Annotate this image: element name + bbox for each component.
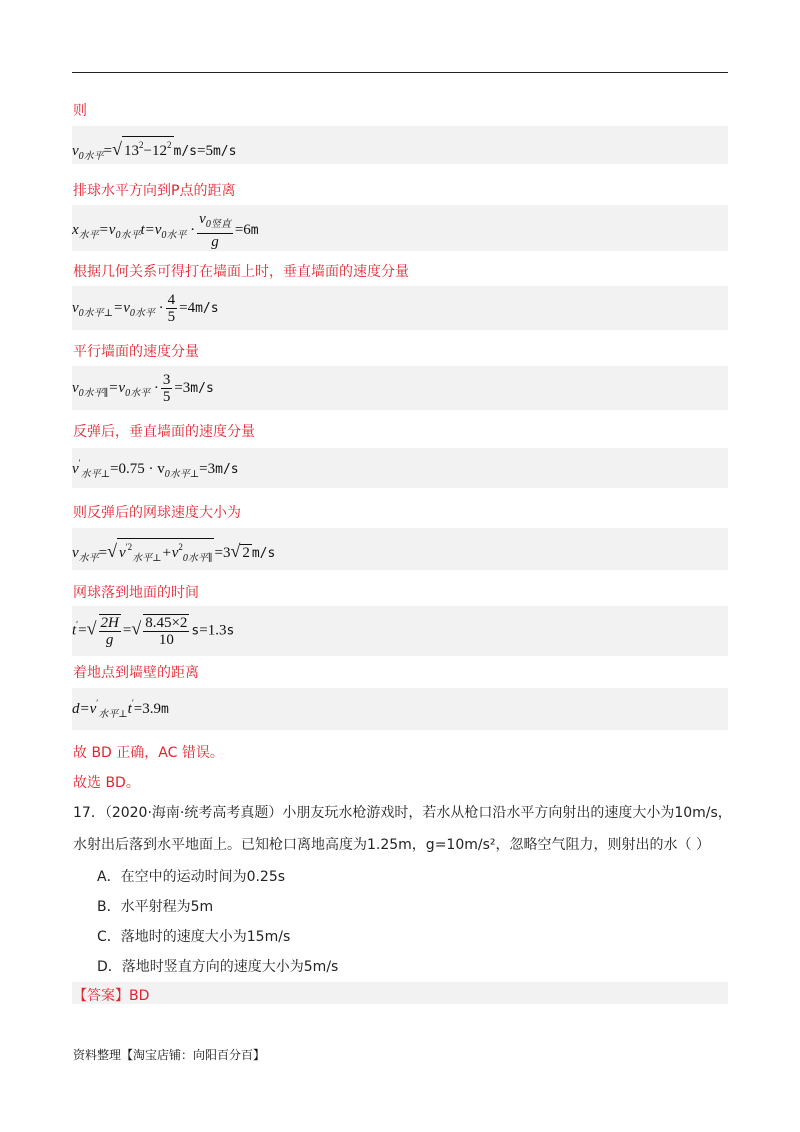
equation-box	[72, 366, 728, 410]
equation-7: t′=√ $\frac{2H}{g}$ =√ $\frac{8.45\times 2}{10}$ s=1.3s	[72, 615, 235, 648]
answer-box	[72, 982, 728, 1004]
equation-box	[72, 448, 728, 488]
step-label: 网球落到地面的时间	[73, 585, 199, 601]
step-label: 平行墙面的速度分量	[73, 344, 199, 360]
equation-6: $v_{水平}=√$ $v^{'2}_{水平\perp}+v^2_{0水平\parallel} =3√$ 2 m/s	[72, 538, 275, 567]
equation-box	[72, 688, 728, 730]
header-rule	[72, 72, 728, 73]
conclusion-line: 故 BD 正确，AC 错误。	[73, 745, 224, 761]
step-label: 反弹后，垂直墙面的速度分量	[73, 424, 255, 440]
equation-1: $v_{0水平}=√$ $13^2-12^2$ m/s=5m/s	[72, 136, 236, 162]
option-a: A．在空中的运动时间为0.25s	[97, 869, 286, 885]
step-label: 则反弹后的网球速度大小为	[73, 505, 241, 521]
equation-2: $x_{水平}=v_{0水平}t=v_{0水平}$ · $\frac{v_{0竖直}}{g}$ =6m	[72, 211, 259, 250]
equation-box	[72, 528, 728, 570]
equation-box	[72, 126, 728, 164]
question-text: 17．（2020·海南·统考高考真题）小朋友玩水枪游戏时，若水从枪口沿水平方向射出的速度大小为10m/s，	[73, 805, 732, 821]
option-c: C．落地时的速度大小为15m/s	[97, 929, 291, 945]
equation-box	[72, 606, 728, 656]
equation-5: $v'_{水平\perp}=0.75 \cdot v_{0水平\perp}=3m/s$	[72, 458, 239, 480]
option-b: B．水平射程为5m	[97, 899, 214, 915]
step-label: 着地点到墙壁的距离	[73, 665, 199, 681]
equation-8: $d=v'_{水平\perp}t'=3.9m$	[72, 698, 169, 720]
question-text: 水射出后落到水平地面上。已知枪口离地高度为1.25m，g=10m/s²，忽略空气阻力，则射出的水（ ）	[73, 837, 710, 853]
option-d: D．落地时竖直方向的速度大小为5m/s	[97, 959, 339, 975]
step-label: 根据几何关系可得打在墙面上时，垂直墙面的速度分量	[73, 264, 409, 280]
equation-box	[72, 205, 728, 251]
conclusion-line: 故选 BD。	[73, 775, 140, 791]
equation-box	[72, 286, 728, 330]
step-label: 排球水平方向到P点的距离	[73, 183, 236, 199]
answer-label: 【答案】BD	[73, 988, 150, 1004]
footer-text: 资料整理【淘宝店铺：向阳百分百】	[73, 1048, 266, 1062]
step-label: 则	[73, 103, 87, 119]
equation-4: $v_{0水平\parallel}=v_{0水平}$ · $\frac{3}{5}$ =3m/s	[72, 372, 214, 405]
equation-3: $v_{0水平\perp}=v_{0水平}$ · $\frac{4}{5}$ =4m/s	[72, 292, 219, 325]
